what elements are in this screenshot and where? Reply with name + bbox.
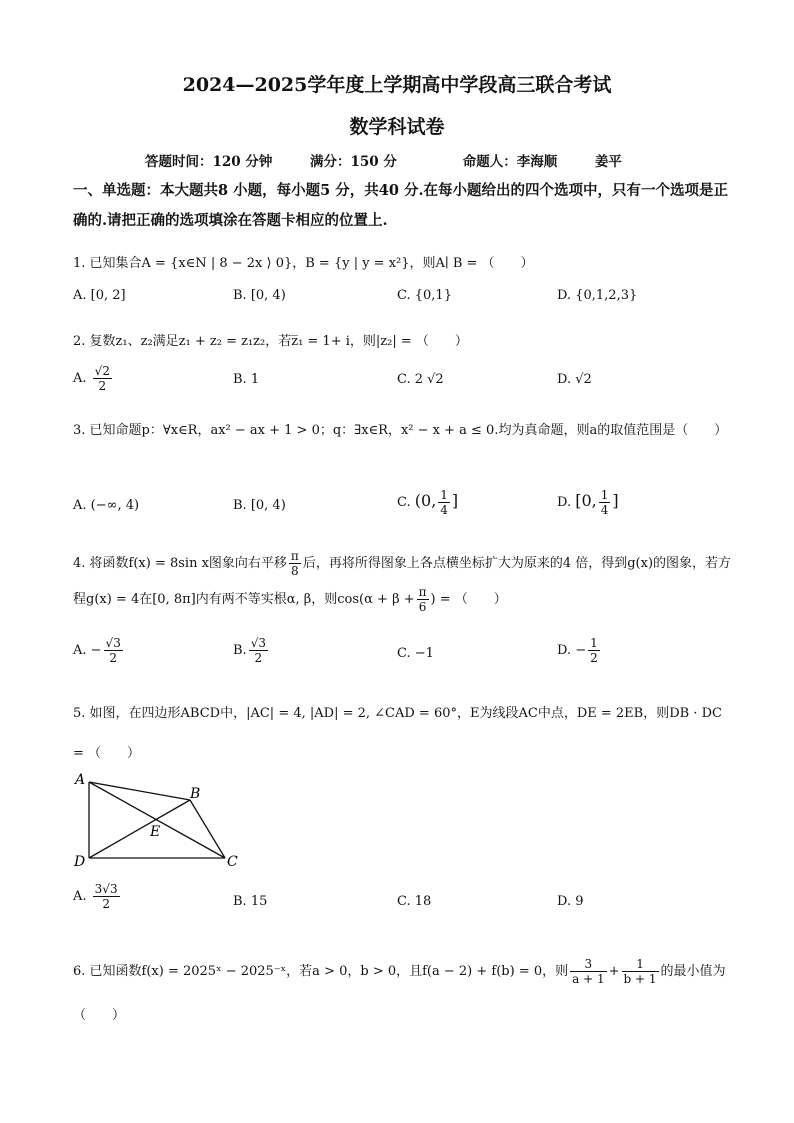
q3-option-c-open: (0, <box>414 491 437 510</box>
segment-bc <box>190 800 225 858</box>
q3-option-c-close: ] <box>451 491 459 510</box>
q4-stem-fraction-2 <box>417 585 429 614</box>
question-2-stem: 2. 复数z₁、z₂满足z₁ + z₂ = z₁z₂，若z̅₁ = 1+ i，则|z₂| = （ ） <box>73 334 468 349</box>
fraction-numerator: √3 <box>105 636 121 650</box>
fraction-denominator: 2 <box>102 897 110 911</box>
q2-option-a-label: A. <box>73 371 87 386</box>
q5-option-a <box>73 882 122 911</box>
q1-option-c: C. {0,1} <box>397 288 452 303</box>
q5-option-c: C. 18 <box>397 894 432 909</box>
exam-author2: 姜平 <box>594 154 622 170</box>
q2-option-b: B. 1 <box>233 372 260 387</box>
q6-fraction-2 <box>622 957 659 986</box>
q2-option-c: C. 2 √2 <box>397 372 444 387</box>
q4-stem-part3: ) = （ ） <box>430 592 507 607</box>
q5-option-a-fraction <box>93 882 120 911</box>
q3-option-c-label: C. <box>397 495 411 510</box>
q1-option-b: B. [0, 4) <box>233 288 286 303</box>
exam-subtitle: 数学科试卷 <box>349 116 445 138</box>
fraction-numerator: √2 <box>94 364 110 378</box>
exam-info <box>145 150 622 170</box>
fraction-denominator: 2 <box>98 379 107 393</box>
q4-option-a-fraction <box>104 636 123 665</box>
q6-fraction-1 <box>570 957 606 986</box>
fraction-numerator: 1 <box>590 636 598 650</box>
q4-option-d-fraction <box>588 636 600 665</box>
q6-stem-part1: 6. 已知函数f(x) = 2025ˣ − 2025⁻ˣ，若a > 0，b > 0，且f(a − 2) + f(b) = 0，则 <box>73 964 569 979</box>
q4-option-b-fraction <box>249 636 268 665</box>
q4-option-c: C. −1 <box>397 646 434 661</box>
fraction-denominator: b + 1 <box>623 972 657 986</box>
q5-option-d: D. 9 <box>557 894 584 909</box>
section-instructions: 一、单选题：本大题共8 小题，每小题5 分，共40 分.在每小题给出的四个选项中，只有一个选项是正确的.请把正确的选项填涂在答题卡相应的位置上. <box>73 182 729 229</box>
exam-author: 命题人：李海顺 <box>462 154 558 170</box>
segment-db <box>89 800 190 858</box>
fraction-denominator: 8 <box>291 564 299 578</box>
fraction-numerator: 3√3 <box>94 882 118 896</box>
fraction-numerator: 1 <box>622 957 659 972</box>
fraction-denominator: 2 <box>590 651 598 665</box>
question-3-stem: 3. 已知命题p：∀x∈R，ax² − ax + 1 > 0；q：∃x∈R，x² − x + a ≤ 0.均为真命题，则a的取值范围是（ ） <box>73 423 728 438</box>
q3-option-c <box>397 488 458 517</box>
q4-stem-part2: 后，再将所得图象上各点横坐标扩大为原来的4 倍，得到g(x)的图象，若方程g(x) = 4在[0, 8π]内有两不等实根α, β，则cos(α + β + <box>73 556 732 607</box>
q3-option-d-label: D. <box>557 495 572 510</box>
q3-option-d-open: [0, <box>575 491 597 510</box>
fraction-denominator: 2 <box>254 651 263 665</box>
q4-stem-part1: 4. 将函数f(x) = 8sin x图象向右平移 <box>73 556 287 571</box>
vertex-label-d: D <box>74 854 86 870</box>
quadrilateral-figure <box>70 770 270 870</box>
q4-option-b-label: B. <box>233 643 247 658</box>
q4-option-b <box>233 636 270 665</box>
q3-option-d-close: ] <box>612 491 619 510</box>
q3-option-d <box>557 488 619 517</box>
fraction-denominator: 4 <box>600 503 609 517</box>
question-5-stem: 5. 如图，在四边形ABCD中，|AC| = 4, |AD| = 2, ∠CAD = 60°，E为线段AC中点，DE = 2EB，则DB · DC = （ ） <box>73 706 722 761</box>
q6-plus: + <box>608 964 620 979</box>
vertex-label-c: C <box>227 854 238 870</box>
q5-option-b: B. 15 <box>233 894 268 909</box>
fraction-denominator: a + 1 <box>572 972 605 986</box>
question-6-stem <box>73 950 733 1038</box>
fraction-numerator: π <box>418 585 427 599</box>
exam-title: 2024—2025学年度上学期高中学段高三联合考试 <box>182 74 612 96</box>
q5-option-a-label: A. <box>73 889 87 904</box>
q3-option-c-fraction <box>438 488 450 517</box>
point-label-e: E <box>150 824 161 840</box>
vertex-label-b: B <box>190 786 201 802</box>
fraction-denominator: 6 <box>418 600 427 614</box>
exam-time: 答题时间：120 分钟 <box>145 154 273 170</box>
fraction-numerator: 3 <box>570 957 606 972</box>
q1-option-d: D. {0,1,2,3} <box>557 288 638 303</box>
q3-option-d-fraction <box>599 488 611 517</box>
fraction-numerator: 1 <box>440 488 448 502</box>
q4-option-a-label: A. − <box>73 643 102 658</box>
fraction-denominator: 4 <box>440 503 448 517</box>
q2-option-d: D. √2 <box>557 372 592 387</box>
q4-stem-fraction <box>289 549 301 578</box>
fraction-numerator: √3 <box>250 636 266 650</box>
q3-option-a: A. (−∞, 4) <box>73 498 140 513</box>
fraction-denominator: 2 <box>109 651 117 665</box>
exam-score: 满分：150 分 <box>310 154 397 170</box>
q2-option-a <box>73 364 114 393</box>
q4-option-d-label: D. − <box>557 643 587 658</box>
fraction-numerator: 1 <box>600 488 609 502</box>
q4-option-d <box>557 636 602 665</box>
q1-option-a: A. [0, 2] <box>73 288 126 303</box>
q2-option-a-fraction <box>93 364 112 393</box>
q3-option-b: B. [0, 4) <box>233 498 286 513</box>
q4-option-a <box>73 636 125 665</box>
fraction-numerator: π <box>290 549 299 563</box>
question-1-stem: 1. 已知集合A = {x∈N | 8 − 2x ⟩ 0}，B = {y | y = x²}，则A∣ B = （ ） <box>73 256 534 271</box>
q6-stem-part2: 的最小值为（ ） <box>73 964 726 1023</box>
vertex-label-a: A <box>75 772 86 788</box>
question-4-stem <box>73 546 733 618</box>
